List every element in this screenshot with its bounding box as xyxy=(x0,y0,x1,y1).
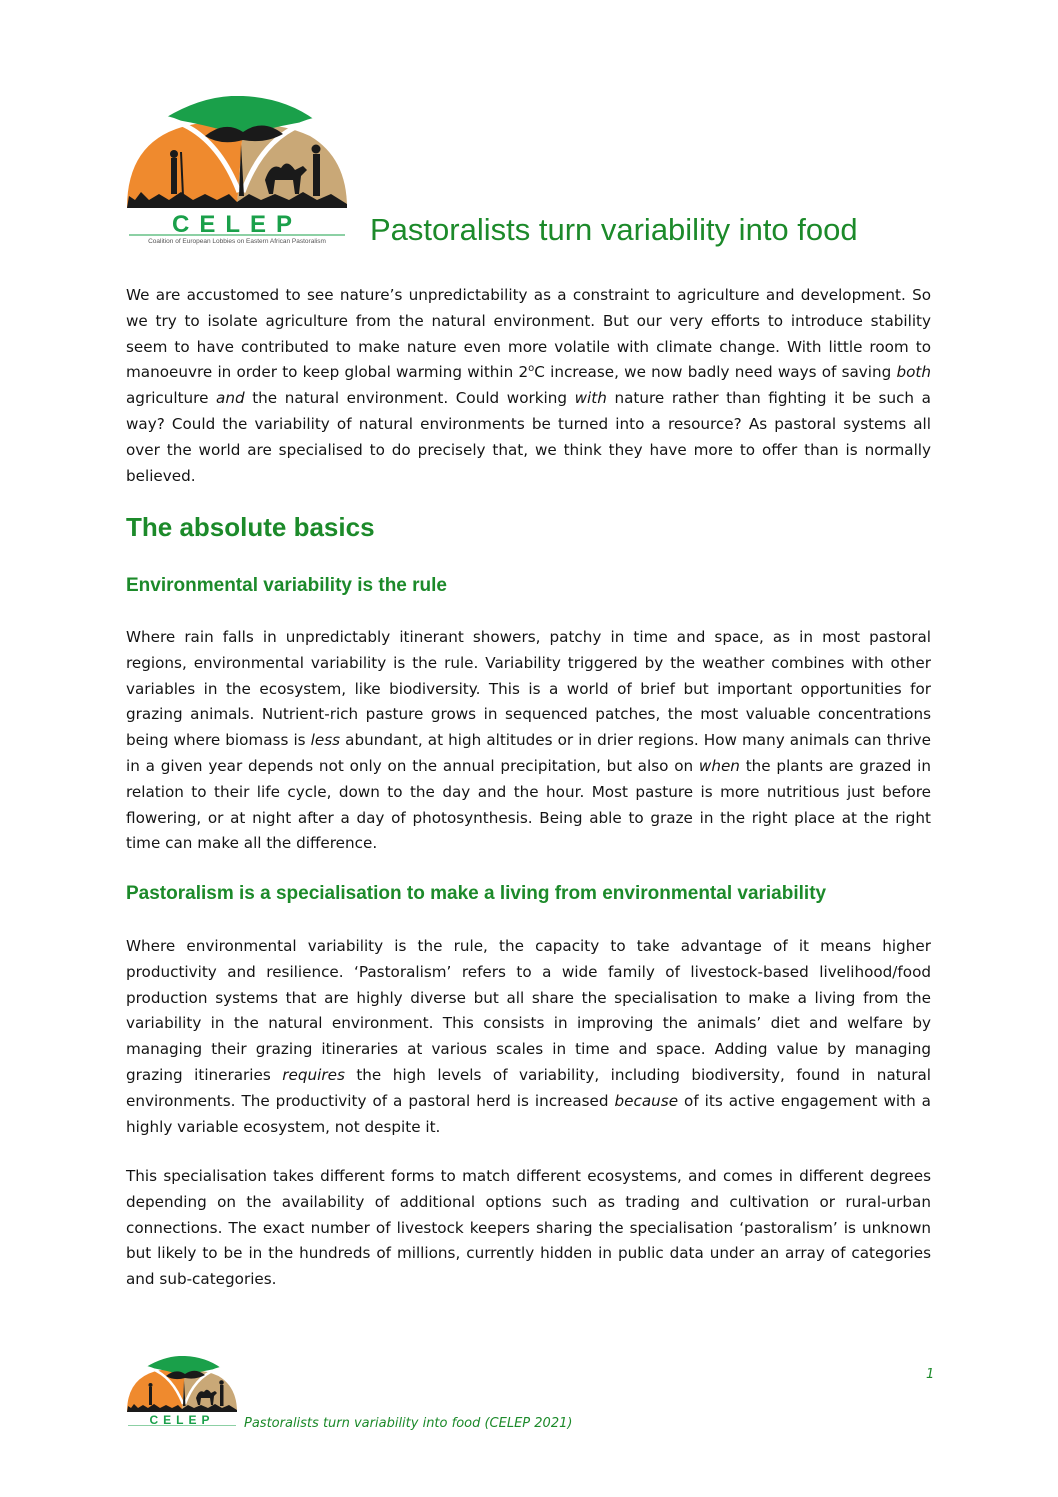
celep-logo xyxy=(125,96,349,246)
document-title: Pastoralists turn variability into food xyxy=(370,212,858,247)
footer-logo xyxy=(126,1356,238,1431)
logo-subtitle: Coalition of European Lobbies on Eastern African Pastoralism xyxy=(148,238,326,245)
paragraph-specialisation: This specialisation takes different forms to match different ecosystems, and comes in different degrees depending on the availability of additional options such as trading and cultivation or rural-urban connections. The exact number of livestock keepers sharing the specialisation ‘pastoralism’ is unknown but likely to be in the hundreds of millions, currently hidden in public data under an array of categories and sub-categories. xyxy=(126,1167,931,1289)
footer-caption: Pastoralists turn variability into food (CELEP 2021) xyxy=(244,1416,573,1431)
page-number: 1 xyxy=(926,1367,935,1382)
intro-paragraph: We are accustomed to see nature’s unpredictability as a constraint to agriculture and development. So we try to isolate agriculture from the natural environment. But our very efforts to introduce stability seem to have contributed to make nature even more volatile with climate change. With little room to manoeuvre in order to keep global warming within 2$^o$C increase, we now badly need ways of saving both agriculture and the natural environment. Could working with nature rather than fighting it be such a way? Could the variability of natural environments be turned into a resource? As pastoral systems all over the world are specialised to do precisely that, we think they have more to offer than is normally believed. xyxy=(126,286,931,485)
footer-logo-wordmark: CELEP xyxy=(149,1413,215,1427)
paragraph-pastoralism: Where environmental variability is the rule, the capacity to take advantage of it means higher productivity and resilience. ‘Pastoralism’ refers to a wide family of livestock-based livelihood/food production systems that are highly diverse but all share the specialisation to make a living from the variability in the natural environment. This consists in improving the animals’ diet and welfare by managing their grazing itineraries at various scales in time and space. Adding value by managing grazing itineraries requires the high levels of variability, including biodiversity, found in natural environments. The productivity of a pastoral herd is increased because of its active engagement with a highly variable ecosystem, not despite it. xyxy=(126,937,931,1136)
subheading-pastoralism: Pastoralism is a specialisation to make a living from environmental variability xyxy=(126,883,827,904)
section-heading: The absolute basics xyxy=(126,512,375,542)
paragraph-variability: Where rain falls in unpredictably itinerant showers, patchy in time and space, as in most pastoral regions, environmental variability is the rule. Variability triggered by the weather combines with other variables in the ecosystem, like biodiversity. This is a world of brief but important opportunities for grazing animals. Nutrient-rich pasture grows in sequenced patches, the most valuable concentrations being where biomass is less abundant, at high altitudes or in drier regions. How many animals can thrive in a given year depends not only on the annual precipitation, but also on when the plants are grazed in relation to their life cycle, down to the day and the hour. Most pasture is more nutritious just before flowering, or at night after a day of photosynthesis. Being able to graze in the right place at the right time can make all the difference. xyxy=(126,628,931,853)
logo-wordmark: CELEP xyxy=(171,211,303,238)
subheading-variability: Environmental variability is the rule xyxy=(126,575,447,596)
